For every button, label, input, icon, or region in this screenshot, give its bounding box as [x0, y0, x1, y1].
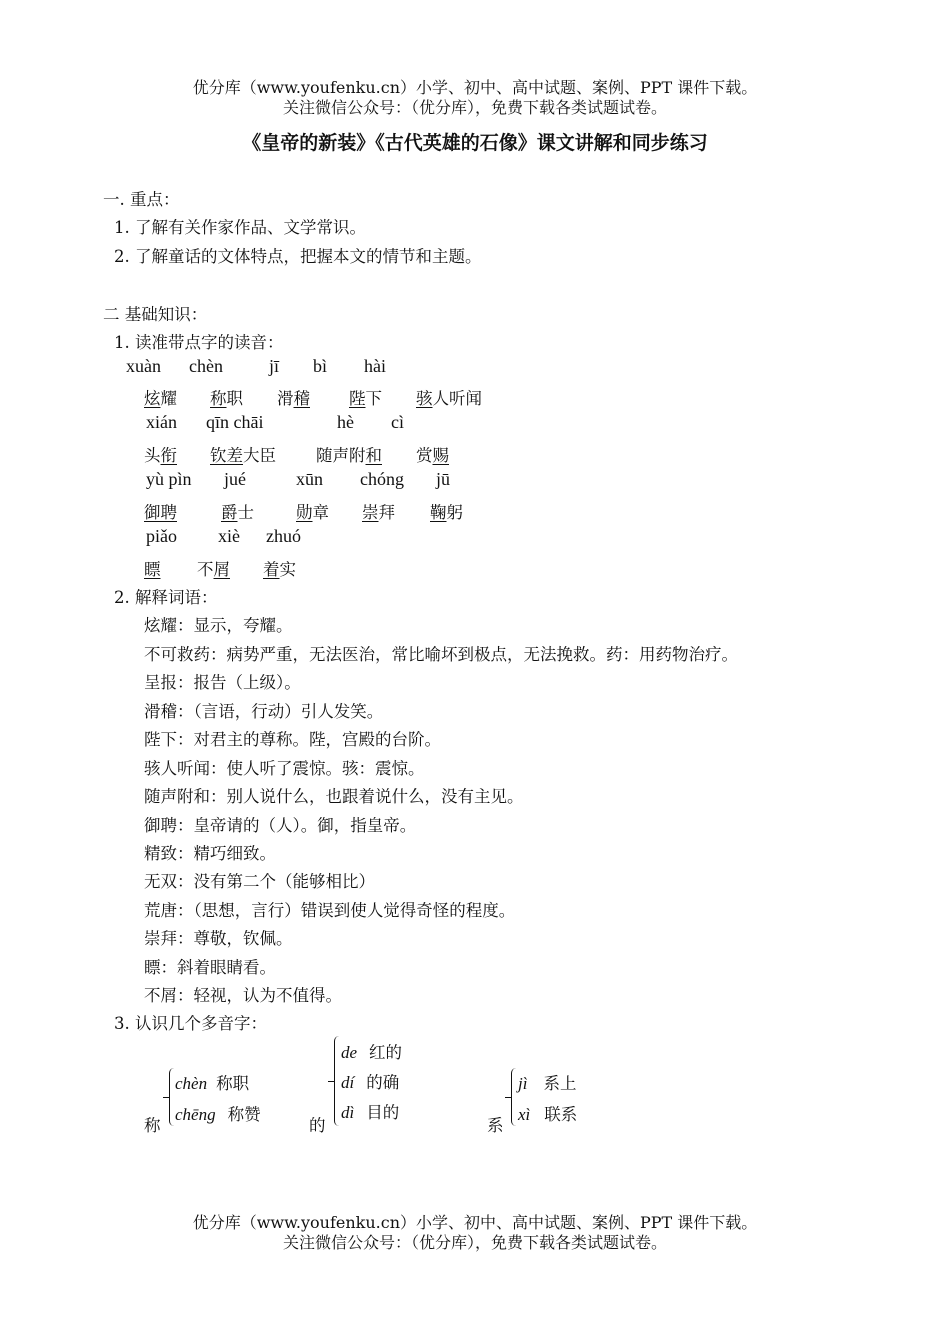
definition: 精致：精巧细致。 — [144, 844, 276, 863]
vocab-word: 崇拜 — [362, 503, 395, 522]
subsection-heading: 2. 解释词语： — [114, 588, 218, 607]
pinyin: jī — [269, 356, 280, 376]
vocab-word: 滑稽 — [277, 389, 310, 408]
vocab-word: 炫耀 — [144, 389, 177, 408]
subsection-heading: 1. 读准带点字的读音： — [114, 333, 284, 352]
page-title: 《皇帝的新装》《古代英雄的石像》课文讲解和同步练习 — [242, 132, 708, 154]
marked-char: 瞟 — [144, 560, 161, 579]
polyphone-reading: xì 联系 — [518, 1105, 578, 1124]
vocab-word: 鞠躬 — [430, 503, 463, 522]
pinyin: cì — [391, 412, 404, 432]
marked-char: 骇 — [416, 389, 433, 408]
marked-char: 屑 — [213, 560, 230, 579]
definition: 无双：没有第二个（能够相比） — [144, 872, 375, 891]
pinyin: xián — [146, 412, 177, 432]
vocab-word: 钦差大臣 — [210, 446, 276, 465]
pinyin: xuàn — [126, 356, 161, 376]
pinyin: bì — [313, 356, 328, 376]
vocab-word — [144, 556, 161, 580]
vocab-word: 陛下 — [349, 389, 382, 408]
definition: 骇人听闻：使人听了震惊。骇：震惊。 — [144, 759, 425, 778]
definition: 不屑：轻视，认为不值得。 — [144, 986, 342, 1005]
vocab-word — [144, 499, 177, 523]
pinyin: jué — [224, 469, 246, 489]
marked-char: 衔 — [160, 446, 177, 465]
vocab-word: 赏赐 — [416, 446, 449, 465]
marked-char: 稽 — [293, 389, 310, 408]
marked-char: 钦差 — [210, 446, 243, 465]
marked-char: 崇 — [362, 503, 379, 522]
vocab-word: 爵士 — [221, 503, 254, 522]
marked-char: 赐 — [432, 446, 449, 465]
polyphone-char: 系 — [487, 1116, 504, 1135]
pinyin: jū — [436, 469, 451, 489]
subsection-heading: 3. 认识几个多音字： — [114, 1014, 267, 1033]
definition: 不可救药：病势严重，无法医治，常比喻坏到极点，无法挽救。药：用药物治疗。 — [144, 645, 738, 664]
header-line-2: 关注微信公众号：（优分库），免费下载各类试题试卷。 — [282, 98, 667, 117]
marked-char: 和 — [365, 446, 382, 465]
definition: 随声附和：别人说什么，也跟着说什么，没有主见。 — [144, 787, 524, 806]
vocab-word: 勋章 — [296, 503, 329, 522]
polyphone-reading: dì 目的 — [341, 1103, 400, 1122]
polyphone-reading: de 红的 — [341, 1043, 403, 1062]
definition: 瞟：斜着眼睛看。 — [144, 958, 276, 977]
pinyin: chóng — [360, 469, 404, 489]
pinyin: piǎo — [146, 526, 177, 546]
marked-char: 御聘 — [144, 503, 177, 522]
marked-char: 陛 — [349, 389, 366, 408]
pinyin: xiè — [218, 526, 240, 546]
definition: 崇拜：尊敬，钦佩。 — [144, 929, 293, 948]
section-heading: 一. 重点： — [103, 190, 180, 209]
polyphone-reading: jì 系上 — [518, 1074, 577, 1093]
definition: 呈报：报告（上级）。 — [144, 673, 301, 692]
definition: 荒唐：（思想，言行）错误到使人觉得奇怪的程度。 — [144, 901, 516, 920]
brace-icon — [334, 1036, 341, 1126]
vocab-word: 不屑 — [197, 560, 230, 579]
footer-line-2: 关注微信公众号：（优分库），免费下载各类试题试卷。 — [282, 1233, 667, 1252]
pinyin: chèn — [189, 356, 223, 376]
definition: 御聘：皇帝请的（人）。御，指皇帝。 — [144, 816, 417, 835]
definition: 陛下：对君主的尊称。陛，宫殿的台阶。 — [144, 730, 441, 749]
pinyin: qīn chāi — [206, 412, 264, 432]
definition: 滑稽：（言语，行动）引人发笑。 — [144, 702, 384, 721]
polyphone-reading: chēng 称赞 — [175, 1105, 261, 1124]
footer-line-1: 优分库（www.youfenku.cn）小学、初中、高中试题、案例、PPT 课件下载。 — [192, 1213, 758, 1232]
vocab-word: 骇人听闻 — [416, 389, 482, 408]
marked-char: 炫 — [144, 389, 161, 408]
polyphone-reading: dí 的确 — [341, 1073, 400, 1092]
marked-char: 鞠 — [430, 503, 447, 522]
pinyin: xūn — [296, 469, 323, 489]
vocab-word: 着实 — [263, 560, 296, 579]
header-line-1: 优分库（www.youfenku.cn）小学、初中、高中试题、案例、PPT 课件下载。 — [192, 78, 758, 97]
polyphone-reading: chèn 称职 — [175, 1074, 250, 1093]
vocab-word: 称职 — [210, 389, 243, 408]
pinyin: zhuó — [266, 526, 301, 546]
brace-icon — [511, 1068, 518, 1126]
pinyin: hài — [364, 356, 386, 376]
marked-char: 勋 — [296, 503, 313, 522]
pinyin: hè — [337, 412, 354, 432]
definition: 炫耀：显示，夸耀。 — [144, 616, 293, 635]
marked-char: 着 — [263, 560, 280, 579]
marked-char: 称 — [210, 389, 227, 408]
vocab-word: 头衔 — [144, 446, 177, 465]
list-item: 2. 了解童话的文体特点，把握本文的情节和主题。 — [114, 247, 482, 266]
polyphone-char: 称 — [144, 1116, 161, 1135]
section-heading: 二 基础知识： — [103, 305, 208, 324]
vocab-word: 随声附和 — [316, 446, 382, 465]
list-item: 1. 了解有关作家作品、文学常识。 — [114, 218, 366, 237]
polyphone-char: 的 — [309, 1116, 326, 1135]
marked-char: 爵 — [221, 503, 238, 522]
pinyin: yù pìn — [146, 469, 192, 489]
